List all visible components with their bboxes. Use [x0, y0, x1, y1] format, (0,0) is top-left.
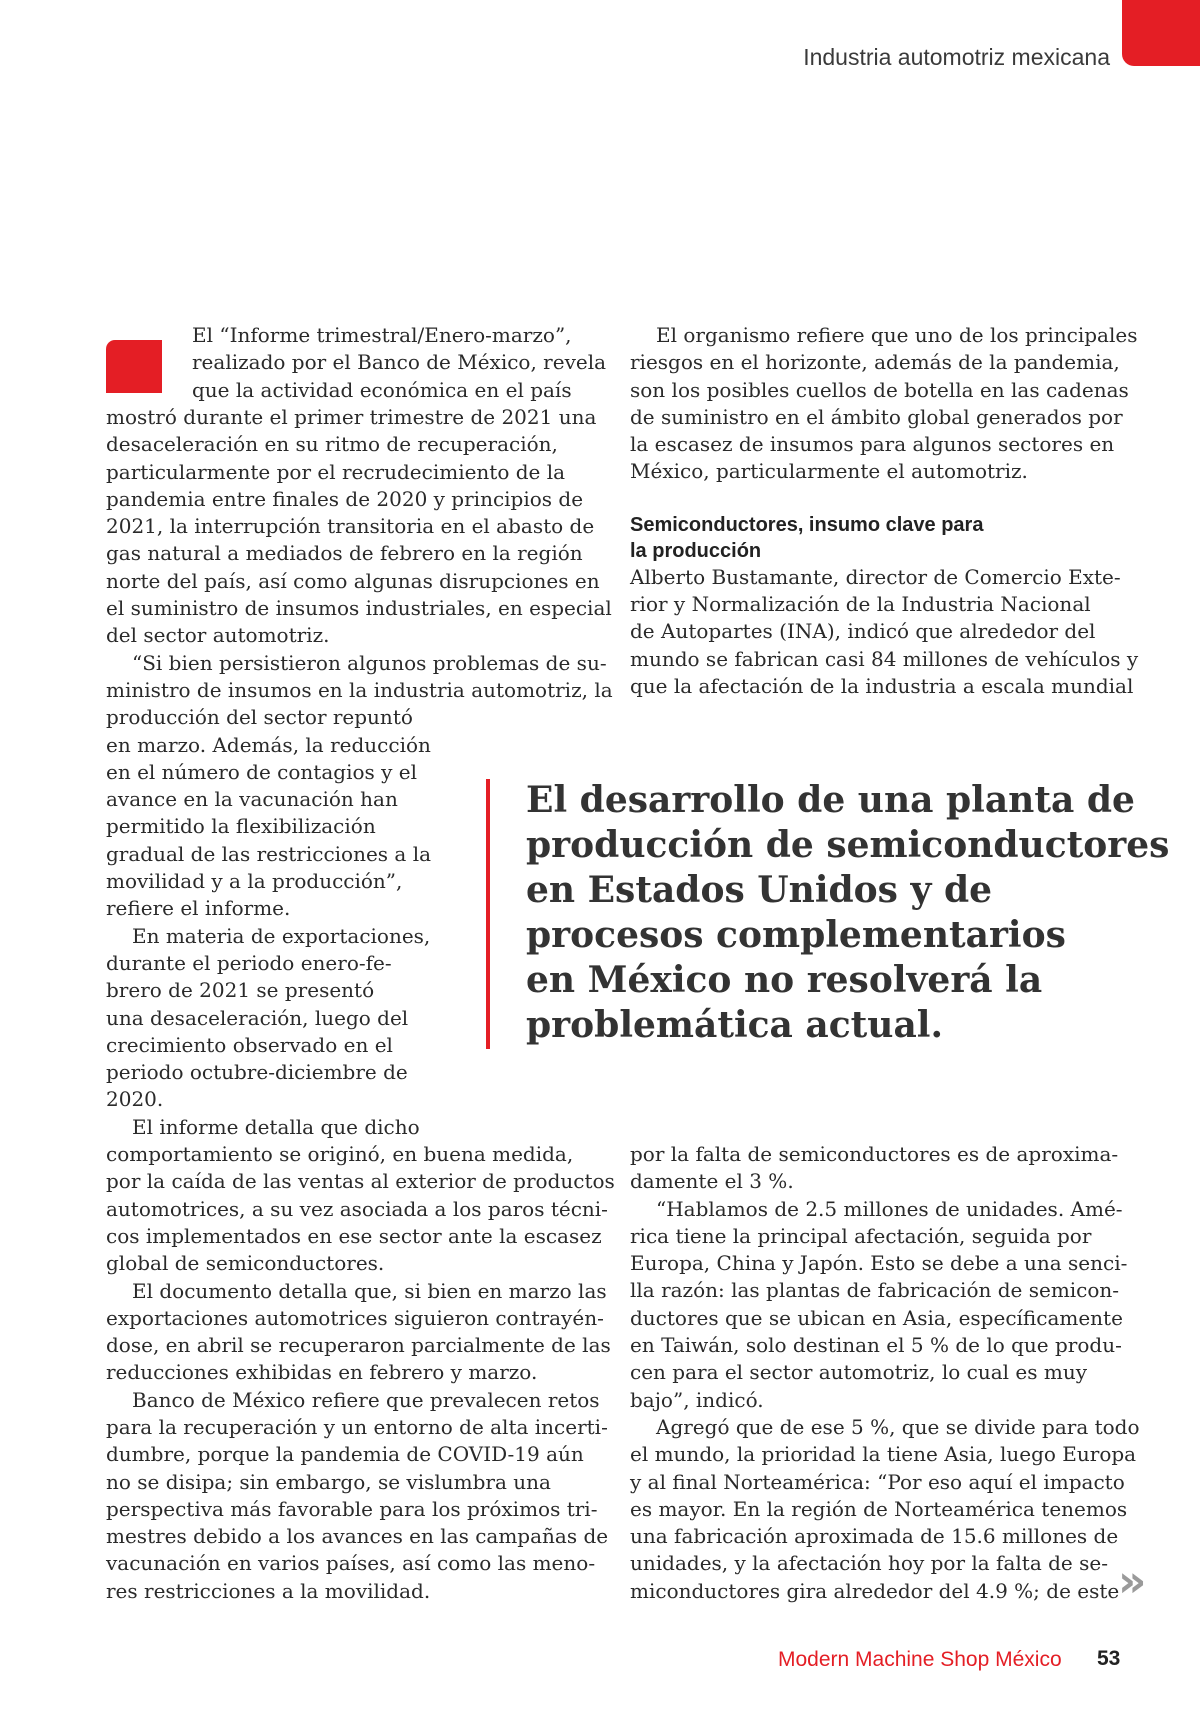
text-line: la escasez de insumos para algunos sectores en — [630, 432, 1115, 457]
corner-tab — [1122, 0, 1200, 66]
text-line: el mundo, la prioridad la tiene Asia, luego Europa — [630, 1442, 1137, 1467]
text-line: pandemia entre finales de 2020 y principios de — [106, 486, 584, 511]
text-line: que la afectación de la industria a escala mundial — [630, 673, 1134, 698]
double-chevron-right-icon[interactable]: » — [1118, 1556, 1147, 1607]
subhead-line: la producción — [630, 539, 762, 562]
text-line: y al final Norteamérica: “Por eso aquí el impacto — [630, 1469, 1125, 1494]
text-line: en el número de contagios y el — [106, 759, 418, 784]
text-line: particularmente por el recrudecimiento de la — [106, 459, 566, 484]
footer-publication: Modern Machine Shop México — [778, 1648, 1062, 1671]
text-line: brero de 2021 se presentó — [106, 978, 375, 1003]
text-line: del sector automotriz. — [106, 623, 330, 648]
text-line: 2021, la interrupción transitoria en el abasto de — [106, 514, 595, 539]
text-line: Europa, China y Japón. Esto se debe a una senci- — [630, 1251, 1128, 1276]
text-line: Agregó que de ese 5 %, que se divide para todo — [656, 1414, 1140, 1439]
paragraph — [630, 1141, 1130, 1196]
paragraph — [106, 1387, 609, 1605]
text-line: ministro de insumos en la industria automotriz, la — [106, 677, 613, 702]
pull-quote-line: El desarrollo de una planta de — [526, 779, 1135, 821]
text-line: es mayor. En la región de Norteamérica tenemos — [630, 1496, 1128, 1521]
text-line: una fabricación aproximada de 15.6 millones de — [630, 1524, 1119, 1549]
text-line: perspectiva más favorable para los próximos tri- — [106, 1496, 598, 1521]
text-line: “Hablamos de 2.5 millones de unidades. Amé- — [656, 1196, 1123, 1221]
text-line: ductores que se ubican en Asia, específicamente — [630, 1305, 1123, 1330]
running-head: Industria automotriz mexicana — [803, 44, 1110, 70]
paragraph — [106, 1278, 611, 1387]
pull-quote-line: en Estados Unidos y de — [526, 869, 993, 911]
text-line: son los posibles cuellos de botella en las cadenas — [630, 377, 1129, 402]
text-line: vacunación en varios países, así como las meno- — [106, 1551, 596, 1576]
paragraph — [630, 1196, 1130, 1414]
text-line: avance en la vacunación han — [106, 787, 398, 812]
text-line: unidades, y la afectación hoy por la falta de se- — [630, 1551, 1108, 1576]
drop-square — [106, 340, 162, 393]
text-line: permitido la flexibilización — [106, 814, 376, 839]
text-line: Alberto Bustamante, director de Comercio Exte- — [630, 564, 1121, 589]
text-line: refiere el informe. — [106, 896, 291, 921]
text-line: en marzo. Además, la reducción — [106, 732, 431, 757]
left-column-body — [106, 404, 615, 1605]
paragraph — [106, 404, 612, 650]
text-line: automotrices, a su vez asociada a los paros técni- — [106, 1196, 608, 1221]
text-line: dose, en abril se recuperaron parcialmente de las — [106, 1333, 611, 1358]
text-line: el suministro de insumos industriales, en especial — [106, 596, 612, 621]
text-line: damente el 3 %. — [630, 1169, 794, 1194]
text-line: gas natural a mediados de febrero en la región — [106, 541, 583, 566]
text-line: mestres debido a los avances en las campañas de — [106, 1524, 609, 1549]
text-line: producción del sector repuntó — [106, 705, 413, 730]
right-column-bottom — [630, 1141, 1140, 1605]
text-line: mundo se fabrican casi 84 millones de vehículos y — [630, 646, 1139, 671]
text-line: En materia de exportaciones, — [132, 923, 431, 948]
text-line: res restricciones a la movilidad. — [106, 1578, 431, 1603]
text-line: México, particularmente el automotriz. — [630, 459, 1028, 484]
pull-quote-line: en México no resolverá la — [526, 959, 1043, 1001]
text-line: movilidad y a la producción”, — [106, 869, 403, 894]
text-line: durante el periodo enero-fe- — [106, 950, 392, 975]
text-line: comportamiento se originó, en buena medida, — [106, 1142, 574, 1167]
text-line: Banco de México refiere que prevalecen retos — [132, 1387, 600, 1412]
text-line: periodo octubre-diciembre de — [106, 1060, 408, 1085]
text-line: El organismo refiere que uno de los principales — [656, 323, 1138, 347]
paragraph — [630, 322, 1138, 486]
text-line: global de semiconductores. — [106, 1251, 385, 1276]
text-line: por la caída de las ventas al exterior de productos — [106, 1169, 615, 1194]
text-line: una desaceleración, luego del — [106, 1005, 409, 1030]
text-line: de suministro en el ámbito global generados por — [630, 404, 1123, 429]
text-line: norte del país, así como algunas disrupciones en — [106, 568, 600, 593]
text-line: que la actividad económica en el país — [192, 377, 572, 402]
text-line: El “Informe trimestral/Enero-marzo”, — [192, 323, 572, 347]
text-line: no se disipa; sin embargo, se vislumbra una — [106, 1469, 551, 1494]
text-line: bajo”, indicó. — [630, 1387, 764, 1412]
right-column-top — [630, 322, 1139, 700]
text-line: riesgos en el horizonte, además de la pandemia, — [630, 350, 1120, 375]
text-line: realizado por el Banco de México, revela — [192, 350, 607, 375]
text-line: cen para el sector automotriz, lo cual es muy — [630, 1360, 1088, 1385]
paragraph — [630, 1414, 1140, 1605]
text-line: para la recuperación y un entorno de alta incerti- — [106, 1414, 608, 1439]
pull-quote-line: procesos complementarios — [526, 914, 1066, 956]
text-line: de Autopartes (INA), indicó que alrededor del — [630, 619, 1096, 644]
paragraph — [106, 650, 613, 923]
text-line: exportaciones automotrices siguieron contrayén- — [106, 1305, 604, 1330]
text-line: por la falta de semiconductores es de aproxima- — [630, 1142, 1119, 1166]
paragraph — [106, 1114, 615, 1278]
text-line: dumbre, porque la pandemia de COVID-19 aún — [106, 1442, 584, 1467]
text-line: rica tiene la principal afectación, seguida por — [630, 1223, 1092, 1248]
pull-quote-line: problemática actual. — [526, 1004, 943, 1046]
text-line: El documento detalla que, si bien en marzo las — [132, 1278, 607, 1303]
text-line: El informe detalla que dicho — [132, 1114, 420, 1139]
text-line: crecimiento observado en el — [106, 1032, 393, 1057]
text-line: rior y Normalización de la Industria Nacional — [630, 592, 1091, 617]
text-line: 2020. — [106, 1087, 164, 1112]
pull-quote-bar — [486, 779, 490, 1049]
subhead-line: Semiconductores, insumo clave para — [630, 513, 984, 536]
text-line: miconductores gira alrededor del 4.9 %; de este — [630, 1578, 1120, 1603]
text-line: cos implementados en ese sector ante la escasez — [106, 1223, 602, 1248]
section-subhead — [630, 512, 1130, 564]
text-line: desaceleración en su ritmo de recuperación, — [106, 432, 558, 457]
paragraph — [630, 564, 1139, 700]
page-number: 53 — [1097, 1647, 1121, 1670]
text-line: reducciones exhibidas en febrero y marzo. — [106, 1360, 538, 1385]
text-line: lla razón: las plantas de fabricación de semicon- — [630, 1278, 1120, 1303]
text-line: “Si bien persistieron algunos problemas de su- — [132, 650, 607, 675]
left-column-first-lines — [192, 322, 607, 404]
paragraph — [106, 923, 596, 1114]
text-line: mostró durante el primer trimestre de 2021 una — [106, 405, 597, 429]
text-line: gradual de las restricciones a la — [106, 841, 432, 866]
pull-quote-line: producción de semiconductores — [526, 824, 1170, 866]
text-line: en Taiwán, solo destinan el 5 % de lo que produ- — [630, 1333, 1122, 1358]
pull-quote — [526, 778, 1170, 1048]
